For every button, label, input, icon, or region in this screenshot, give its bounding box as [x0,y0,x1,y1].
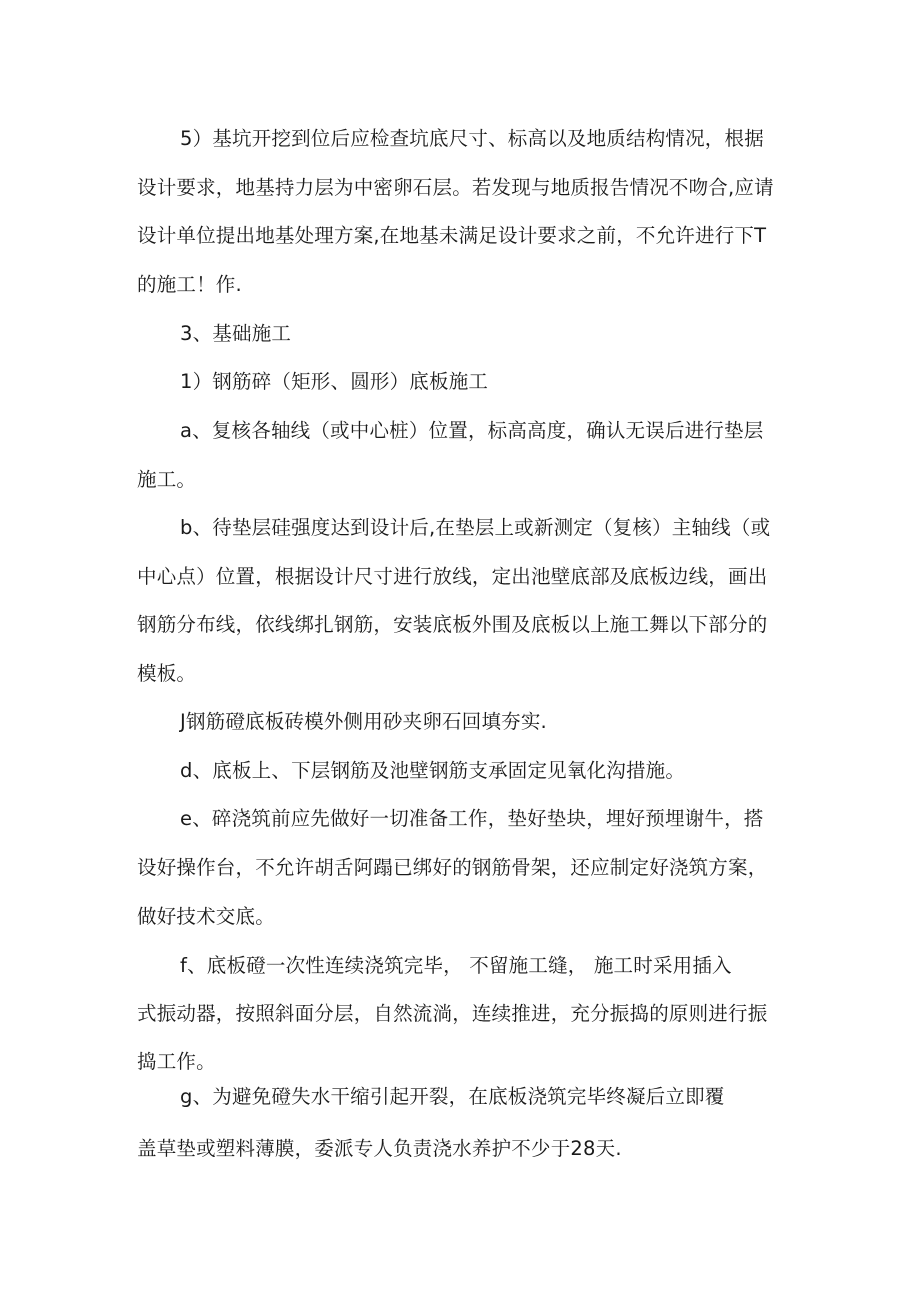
paragraph-line: g、为避免磴失水干缩引起开裂，在底板浇筑完毕终凝后立即覆 [180,1085,725,1108]
subsection-heading: 1）钢筋碎（矩形、圆形）底板施工 [180,370,489,393]
paragraph-line: d、底板上、下层钢筋及池壁钢筋支承固定见氧化沟措施。 [180,759,686,782]
paragraph-line: 施工。 [137,468,197,491]
paragraph-line: 做好技术交底。 [137,905,275,928]
paragraph-line: 盖草垫或塑料薄膜，委派专人负责浇水养护不少于28天. [137,1137,622,1160]
paragraph-line: 设计要求，地基持力层为中密卵石层。若发现与地质报告情况不吻合,应请 [137,176,774,199]
paragraph-line: 设计单位提出地基处理方案,在地基未满足设计要求之前，不允许进行下T [137,224,767,247]
paragraph-line: f、底板磴一次性连续浇筑完毕， 不留施工缝， 施工时采用插入 [180,954,732,977]
paragraph-line: 钢筋分布线，依线绑扎钢筋，安装底板外围及底板以上施工舞以下部分的 [137,613,768,636]
paragraph-line: 捣工作。 [137,1050,216,1073]
paragraph-line: a、复核各轴线（或中心桩）位置，标高高度，确认无误后进行垫层 [180,419,764,442]
section-heading: 3、基础施工 [180,322,292,345]
paragraph-line: 中心点）位置，根据设计尺寸进行放线，定出池壁底部及底板边线，画出 [137,565,768,588]
paragraph-line: 设好操作台，不允许胡舌阿蹋已绑好的钢筋骨架，还应制定好浇筑方案， [137,856,768,879]
paragraph-line: J钢筋磴底板砖模外侧用砂夹卵石回填夯实. [180,710,547,733]
paragraph-line: b、待垫层硅强度达到设计后,在垫层上或新测定（复核）主轴线（或 [180,516,771,539]
paragraph-line: e、碎浇筑前应先做好一切准备工作，垫好垫块，埋好预埋谢牛，搭 [180,807,764,830]
paragraph-line: 式振动器，按照斜面分层，自然流淌，连续推进，充分振捣的原则进行振 [137,1002,768,1025]
paragraph-line: 模板。 [137,662,197,685]
paragraph-line: 5）基坑开挖到位后应检查坑底尺寸、标高以及地质结构情况，根据 [180,127,764,150]
paragraph-line: 的施工！作. [137,273,242,296]
